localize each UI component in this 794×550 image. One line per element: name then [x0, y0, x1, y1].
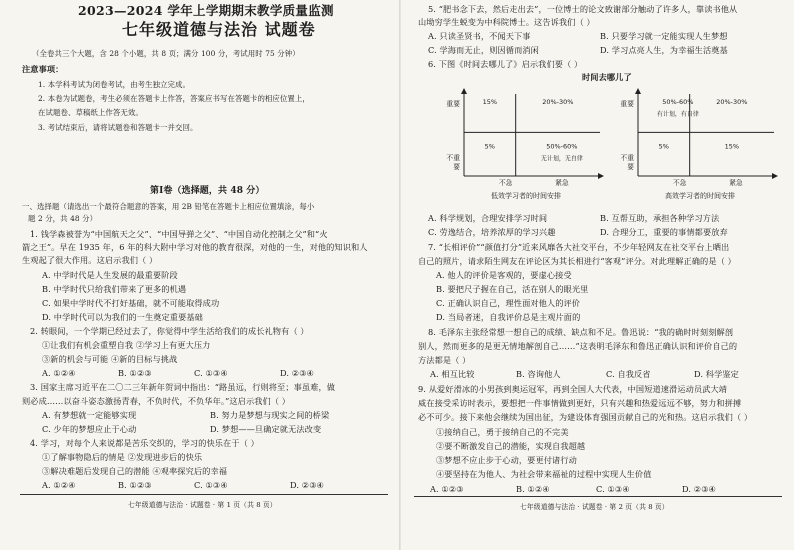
- q1-option: A. 中学时代是人生发展的最重要阶段: [42, 270, 178, 280]
- y-axis-arrow-icon: [635, 88, 641, 94]
- note-item: 2. 本卷为试题卷，考生必须在答题卡上作答，答案应书写在答题卡的相应位置上，: [38, 94, 310, 103]
- q1-stem: 箭之王”。早在 1935 年，6 年的科大附中学习对他的教育很深，对他的一生，对他的知识和人: [22, 242, 368, 252]
- q6-option: B. 互帮互助，承担各种学习方法: [600, 213, 720, 223]
- q4-choice: B. ①②③: [118, 480, 152, 490]
- cell-important-not-urgent: 15%: [482, 98, 498, 106]
- q5-option: D. 学习点亮人生，为幸福生活奠基: [600, 45, 728, 55]
- notes-heading: 注意事项：: [22, 64, 64, 74]
- q6-option: A. 科学规划，合理安排学习时间: [428, 213, 548, 223]
- q5-option: A. 只读圣贤书，不闻天下事: [428, 31, 531, 41]
- q9-choice: B. ①②④: [516, 484, 550, 494]
- q8-choice: D. 科学鉴定: [694, 369, 739, 379]
- part-title-cont: 题 2 分，共 48 分）: [28, 214, 98, 223]
- q3-option: D. 梦想——旦确定就无法改变: [210, 424, 322, 434]
- note-item: 3. 考试结束后，请将试题卷和答题卡一并交回。: [38, 123, 198, 132]
- q5-option: C. 学海而无止，则因循而消闲: [428, 45, 539, 55]
- q4-choice: A. ①②④: [42, 480, 76, 490]
- q3-stem: 3. 国家主席习近平在二〇二三年新年贺词中指出：“路虽远，行则将至；事虽难，做: [30, 382, 336, 392]
- q2-option: ③新的机会与可能 ④新的目标与挑战: [42, 354, 178, 364]
- x-label-urgent: 紧急: [555, 179, 569, 187]
- note-item: 在试题卷、草稿纸上作答无效。: [38, 108, 143, 117]
- q2-option: ①让我们有机会重塑自我 ②学习上有更大压力: [42, 340, 211, 350]
- x-label-urgent: 紧急: [729, 179, 743, 187]
- q9-option: ②要不断激发自己的潜能，实现自我超越: [436, 441, 586, 451]
- chart-title: 时间去哪儿了: [582, 72, 632, 82]
- q6-option: C. 劳逸结合，培养浓厚的学习兴趣: [428, 227, 556, 237]
- q8-choice: B. 咨询他人: [516, 369, 561, 379]
- q7-option: B. 要把尺子握在自己，活在别人的眼光里: [436, 284, 589, 294]
- q4-choice: C. ①③④: [194, 480, 228, 490]
- q3-option: B. 努力是梦想与现实之间的桥梁: [210, 410, 330, 420]
- cell-unimportant-urgent: 15%: [724, 142, 740, 151]
- right-page: [400, 0, 794, 550]
- q2-choice: A. ①②④: [42, 368, 76, 378]
- part-title: 一、选择题（请选出一个最符合题意的答案，用 2B 铅笔在答题卡上相应位置填涂，每小: [22, 202, 315, 211]
- cell-unimportant-not-urgent: 5%: [658, 142, 669, 151]
- section-title: 第Ⅰ卷（选择题，共 48 分）: [150, 186, 265, 196]
- q2-stem: 2. 转眼间，一个学期已经过去了，你觉得中学生活给我们的成长礼物有（ ）: [30, 326, 309, 336]
- q4-option: ①了解事物隐后的情是 ②发现进步后的快乐: [42, 452, 203, 462]
- q9-option: ③梦想不应止步于心动，要更付诸行动: [436, 455, 577, 465]
- note-item: 1. 本学科考试为闭卷考试，由考生独立完成。: [38, 80, 191, 89]
- q9-choice: A. ①②③: [430, 484, 464, 494]
- y-label-important: 重要: [620, 100, 634, 108]
- q9-option: ④要坚持在为他人、为社会带来福祉的过程中实现人生价值: [436, 469, 652, 479]
- q3-stem: 则必成……以奋斗姿态激扬青春，不负时代，不负华年。”这启示我们（ ）: [22, 396, 291, 406]
- q7-option: A. 他人的评价是客观的，要虚心接受: [436, 270, 572, 280]
- y-label-unimportant: 要: [453, 163, 460, 171]
- chart-high-efficiency: [610, 84, 780, 202]
- q8-choice: C. 自我反省: [606, 369, 651, 379]
- q2-choice: D. ②③④: [280, 368, 315, 378]
- x-label-not-urgent: 不急: [498, 179, 513, 187]
- x-label-not-urgent: 不急: [672, 179, 687, 187]
- q7-option: D. 当局者迷，自我评价总是主观片面的: [436, 312, 581, 322]
- y-axis-arrow-icon: [461, 88, 467, 94]
- y-label-important: 重要: [446, 100, 460, 108]
- chart-caption: 高效学习者的时间安排: [665, 192, 735, 200]
- footer-rule: [20, 494, 388, 495]
- q8-stem: 8. 毛泽东主张经常想一想自己的成绩、缺点和不足。鲁迅说：“我的确时时刻刻解剖: [428, 327, 734, 337]
- chart-caption: 低效学习者的时间安排: [491, 192, 561, 200]
- quadrant-chart-high-efficiency: [610, 84, 780, 202]
- q9-stem: 9. 从爱好滑冰的小男孩到奥运冠军，再到全国人大代表，中国短道速滑运动员武大靖: [418, 384, 728, 394]
- q9-stem: 威在接受采访时表示，要想把一件事情做到更好，只有兴趣和热爱远远不够，努力和拼搏: [418, 398, 742, 408]
- q5-stem: 5. “肥书念下去，然后走出去”，一位博士的论文致谢部分触动了许多人，靠读书他从: [428, 4, 738, 14]
- q1-stem: 生观起了很大作用。这启示我们（ ）: [22, 255, 158, 265]
- q5-stem: 山坳穷学生蜕变为中科院博士。这告诉我们（ ）: [418, 17, 595, 27]
- cell-unimportant-not-urgent: 5%: [484, 142, 495, 151]
- cell-unimportant-urgent: 50%-60%: [546, 142, 578, 151]
- cell-note: 有计划，有自律: [656, 111, 699, 118]
- q1-option: D. 中学时代可以为我们的一生奠定重要基础: [42, 312, 203, 322]
- q1-stem: 1. 钱学森被誉为“中国航天之父”、“中国导弹之父”、“中国自动化控制之父”和“火: [30, 229, 328, 239]
- q9-choice: C. ①③④: [596, 484, 630, 494]
- page-footer: 七年级道德与法治 · 试题卷 · 第 1 页（共 8 页）: [128, 501, 277, 509]
- q7-option: C. 正确认识自己，理性面对他人的评价: [436, 298, 581, 308]
- q1-option: C. 如果中学时代不打好基础，就不可能取得成功: [42, 298, 220, 308]
- quadrant-chart-low-efficiency: [436, 84, 606, 202]
- q4-choice: D. ②③④: [290, 480, 325, 490]
- q1-option: B. 中学时代只给我们带来了更多的机遇: [42, 284, 187, 294]
- exam-info: （全卷共三个大题，含 28 个小题，共 8 页；满分 100 分，考试用时 75 分钟）: [32, 49, 300, 58]
- footer-rule: [414, 496, 782, 497]
- q7-stem: 自己的照片，请求陌生网友在评论区为其长相进行“客观”评分。对此理解正确的是（ ）: [418, 256, 736, 266]
- q8-choice: A. 相互比较: [430, 369, 475, 379]
- y-label-unimportant: 不重: [620, 154, 634, 162]
- q2-choice: B. ①②③: [118, 368, 152, 378]
- cell-important-urgent: 20%-30%: [716, 98, 748, 106]
- q9-option: ①接纳自己，勇于接纳自己的不完美: [436, 427, 569, 437]
- x-axis-arrow-icon: [598, 173, 604, 179]
- q6-stem: 6. 下图《时间去哪儿了》启示我们要（ ）: [428, 59, 583, 69]
- exam-title: 2023—2024 学年上学期期末教学质量监测: [78, 3, 334, 18]
- page-footer: 七年级道德与法治 · 试题卷 · 第 2 页（共 8 页）: [520, 503, 669, 511]
- x-axis-arrow-icon: [772, 173, 778, 179]
- q8-stem: 方法都是（ ）: [418, 355, 471, 365]
- cell-important-not-urgent: 50%-60%: [662, 98, 694, 106]
- q3-option: A. 有梦想就一定能够实现: [42, 410, 137, 420]
- exam-subtitle: 七年级道德与法治 试题卷: [122, 20, 316, 39]
- q3-option: C. 少年的梦想应止于心动: [42, 424, 137, 434]
- q6-option: D. 合理分工，重要的事情都要放弃: [600, 227, 728, 237]
- q8-stem: 别人，然而更多的是更无情地解剖自己……”这表明毛泽东和鲁迅正确认识和评价自己的: [418, 341, 738, 351]
- cell-note: 无计划，无自律: [540, 155, 583, 163]
- y-label-unimportant: 不重: [446, 154, 460, 162]
- q4-stem: 4. 学习，对每个人来说都是苦乐交织的，学习的快乐在于（ ）: [30, 438, 259, 448]
- q5-option: B. 只要学习就一定能实现人生梦想: [600, 31, 728, 41]
- q7-stem: 7. “长相评价”“颜值打分”近来风靡各大社交平台，不少年轻网友在社交平台上晒出: [428, 242, 730, 252]
- y-label-unimportant: 要: [627, 163, 634, 171]
- chart-low-efficiency: [436, 84, 606, 202]
- cell-important-urgent: 20%-30%: [542, 98, 574, 106]
- q9-choice: D. ②③④: [682, 484, 717, 494]
- q4-option: ③解决难题后发现自己的潜能 ④观率探究后的幸福: [42, 466, 228, 476]
- q9-stem: 必不可少。接下来他会继续为国出征，为建设体育强国贡献自己的光和热。这启示我们（ ）: [418, 412, 753, 422]
- q2-choice: C. ①③④: [194, 368, 228, 378]
